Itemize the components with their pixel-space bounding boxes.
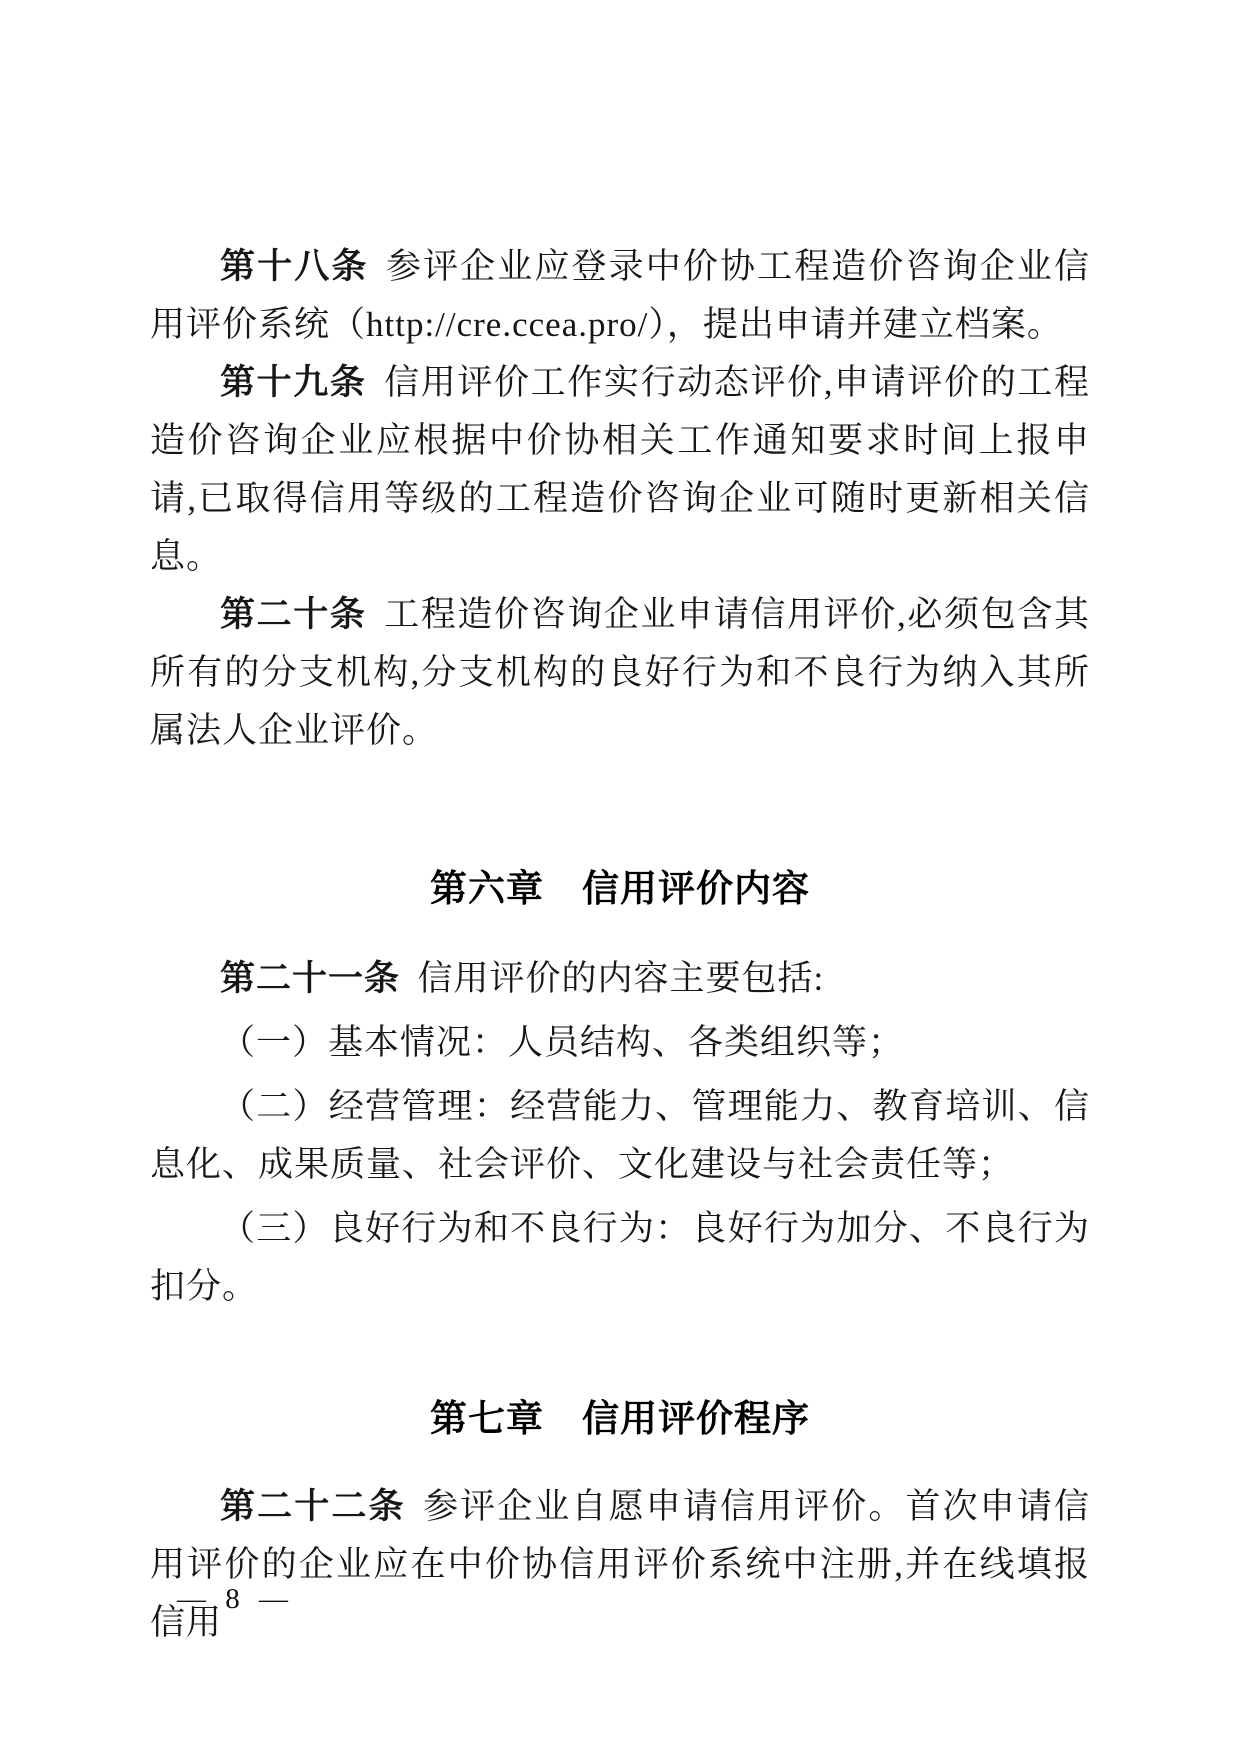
list-item-2: [150, 1078, 1090, 1194]
article-22-number: 第二十二条: [220, 1487, 406, 1526]
list-item-3-text: （三）良好行为和不良行为：良好行为加分、不良行为扣分。: [150, 1209, 1090, 1306]
list-item-2-text: （二）经营管理：经营能力、管理能力、教育培训、信息化、成果质量、社会评价、文化建设与社会责任等；: [150, 1087, 1090, 1184]
chapter-7-heading: 第七章 信用评价程序: [430, 1398, 810, 1439]
chapter-6-heading: 第六章 信用评价内容: [430, 868, 810, 909]
page-number: — 8 —: [177, 1583, 290, 1615]
article-21-number: 第二十一条: [220, 959, 401, 998]
article-20-paragraph: [150, 586, 1090, 760]
article-18-number: 第十八条: [220, 247, 369, 286]
article-20-number: 第二十条: [220, 595, 367, 634]
article-20-text: 工程造价咨询企业申请信用评价,必须包含其所有的分支机构,分支机构的良好行为和不良行为纳入其所属法人企业评价。: [150, 595, 1090, 750]
article-21-text: 信用评价的内容主要包括:: [417, 959, 825, 998]
article-19-paragraph: [150, 354, 1090, 586]
article-18-text: 参评企业应登录中价协工程造价咨询企业信用评价系统（http://cre.ccea.pro/），提出申请并建立档案。: [150, 247, 1090, 344]
list-item-1-text: （一）基本情况：人员结构、各类组织等；: [220, 1023, 905, 1062]
list-item-3: [150, 1200, 1090, 1316]
article-18-paragraph: [150, 238, 1090, 354]
page-content: [150, 238, 1090, 1652]
article-22-text: 参评企业自愿申请信用评价。首次申请信用评价的企业应在中价协信用评价系统中注册,并在线填报信用: [150, 1487, 1090, 1642]
article-19-number: 第十九条: [220, 363, 367, 402]
article-22-paragraph: [150, 1478, 1090, 1652]
article-21-paragraph: [150, 950, 1090, 1008]
article-19-text: 信用评价工作实行动态评价,申请评价的工程造价咨询企业应根据中价协相关工作通知要求时间上报申请,已取得信用等级的工程造价咨询企业可随时更新相关信息。: [150, 363, 1090, 576]
list-item-1: [150, 1014, 1090, 1072]
